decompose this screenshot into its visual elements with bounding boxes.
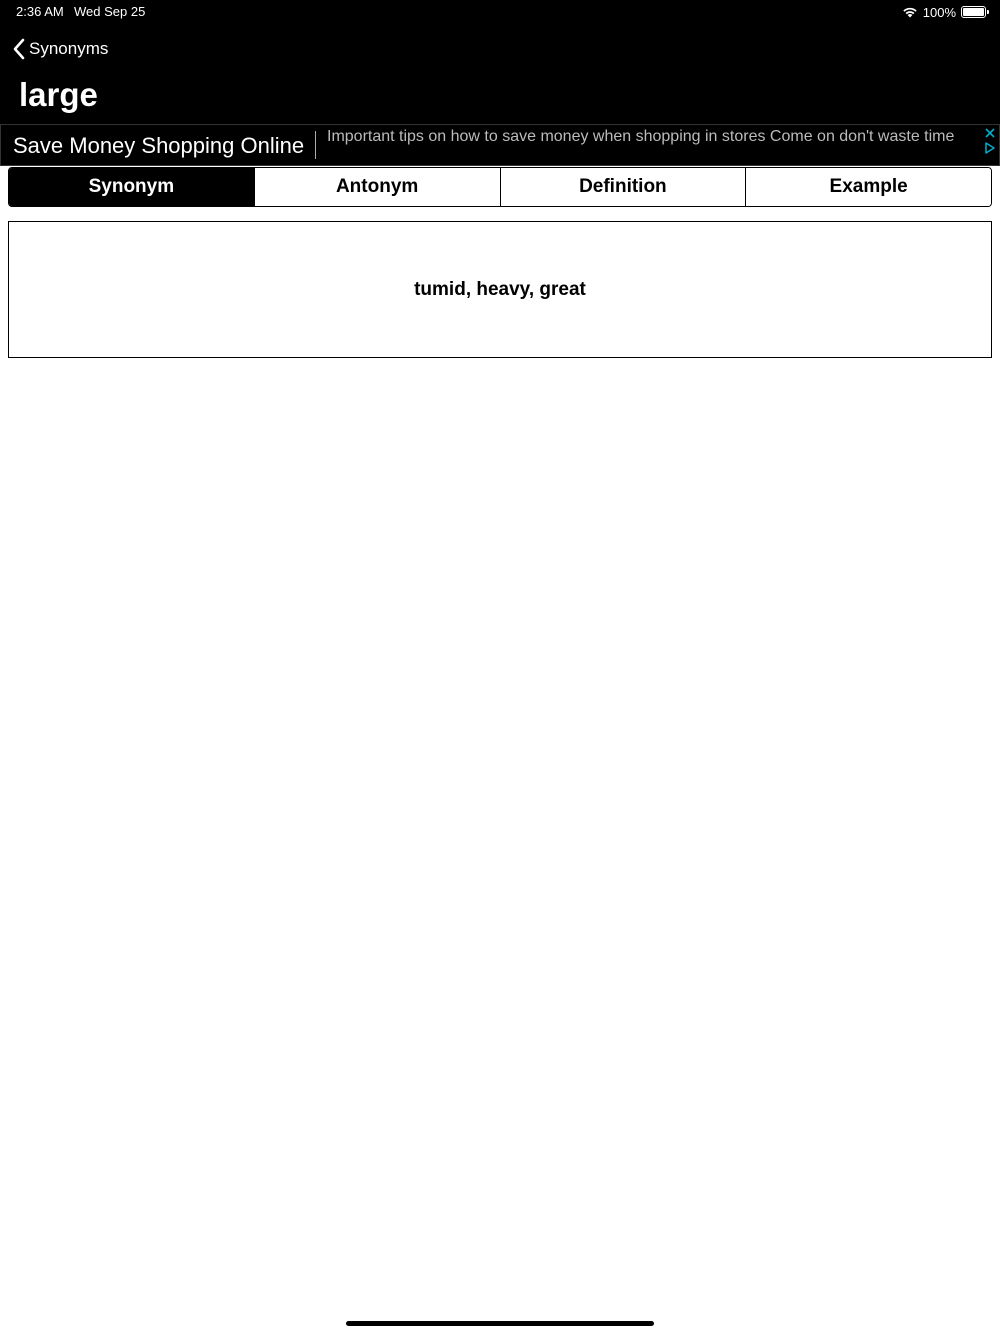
home-indicator[interactable] — [346, 1321, 654, 1326]
result-text: tumid, heavy, great — [414, 278, 586, 300]
tab-control — [8, 167, 992, 207]
close-icon[interactable] — [984, 127, 996, 139]
tab-synonym[interactable]: Synonym — [9, 168, 254, 206]
status-indicators — [902, 3, 986, 21]
battery-icon — [961, 6, 986, 18]
status-time: 2:36 AM — [16, 4, 64, 19]
wifi-icon — [902, 6, 918, 18]
page-title: large — [19, 76, 98, 113]
ad-headline[interactable]: Save Money Shopping Online — [13, 133, 305, 158]
back-button[interactable] — [12, 36, 108, 62]
battery-percent: 100% — [922, 4, 956, 20]
back-button-label: Synonyms — [29, 39, 109, 58]
navigation-header — [0, 0, 1000, 124]
tab-definition[interactable]: Definition — [500, 168, 746, 206]
ad-divider — [315, 131, 316, 159]
ad-banner[interactable] — [0, 124, 1000, 166]
status-date: Wed Sep 25 — [74, 4, 146, 19]
tab-antonym[interactable]: Antonym — [254, 168, 500, 206]
tab-example[interactable]: Example — [745, 168, 991, 206]
result-panel — [8, 221, 992, 358]
ad-choices-icon[interactable] — [984, 141, 996, 155]
ad-body[interactable]: Important tips on how to save money when shopping in stores Come on don't waste time — [327, 128, 955, 145]
chevron-left-icon — [12, 38, 26, 60]
